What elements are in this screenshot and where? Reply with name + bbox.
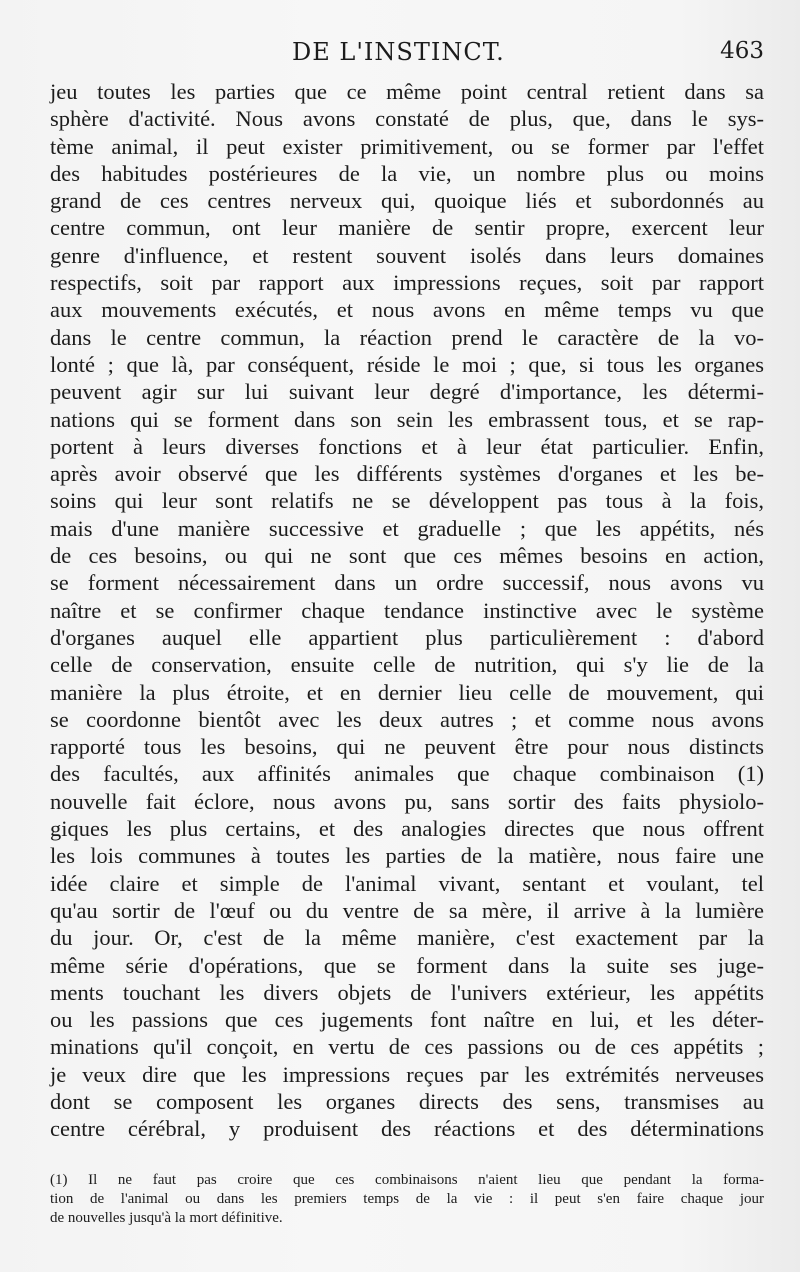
page-header <box>50 34 764 78</box>
text-line: sphère d'activité. Nous avons constaté de plus, que, dans le sys- <box>50 106 764 132</box>
text-line: se forment nécessairement dans un ordre successif, nous avons vu <box>50 570 764 596</box>
text-line: rapporté tous les besoins, qui ne peuvent être pour nous distincts <box>50 734 764 760</box>
footnote-line: de nouvelles jusqu'à la mort définitive. <box>50 1209 283 1226</box>
text-line: manière la plus étroite, et en dernier lieu celle de mouvement, qui <box>50 679 764 705</box>
text-line: du jour. Or, c'est de la même manière, c'est exactement par la <box>50 925 764 951</box>
text-line: giques les plus certains, et des analogies directes que nous offrent <box>50 816 764 842</box>
text-line: jeu toutes les parties que ce même point central retient dans sa <box>50 79 764 104</box>
text-line: qu'au sortir de l'œuf ou du ventre de sa mère, il arrive à la lumière <box>50 897 764 923</box>
text-line: ou les passions que ces jugements font naître en lui, et les déter- <box>50 1007 764 1033</box>
footnote <box>50 1171 764 1228</box>
footnote-line: (1) Il ne faut pas croire que ces combinaisons n'aient lieu que pendant la forma- <box>50 1171 764 1188</box>
text-line: de ces besoins, ou qui ne sont que ces mêmes besoins en action, <box>50 543 764 569</box>
text-line: d'organes auquel elle appartient plus particulièrement : d'abord <box>50 624 764 650</box>
text-line: respectifs, soit par rapport aux impressions reçues, soit par rapport <box>50 270 764 296</box>
text-line: les lois communes à toutes les parties de la matière, nous faire une <box>50 843 764 869</box>
text-line: celle de conservation, ensuite celle de nutrition, qui s'y lie de la <box>50 652 764 678</box>
text-line: lonté ; que là, par conséquent, réside le moi ; que, si tous les organes <box>50 351 764 377</box>
text-line: nations qui se forment dans son sein les embrassent tous, et se rap- <box>50 406 764 432</box>
text-line: dans le centre commun, la réaction prend le caractère de la vo- <box>50 324 764 350</box>
text-line: je veux dire que les impressions reçues par les extrémités nerveuses <box>50 1061 764 1087</box>
body-text <box>50 78 764 1143</box>
running-head: DE L'INSTINCT. <box>292 38 505 66</box>
text-line: tème animal, il peut exister primitivement, ou se former par l'effet <box>50 133 764 159</box>
text-line: aux mouvements exécutés, et nous avons en même temps vu que <box>50 297 764 323</box>
text-line: mais d'une manière successive et graduelle ; que les appétits, nés <box>50 515 764 541</box>
text-line: même série d'opérations, que se forment dans la suite ses juge- <box>50 952 764 978</box>
footnote-line: tion de l'animal ou dans les premiers temps de la vie : il peut s'en faire chaque jour <box>50 1190 764 1207</box>
text-line: nouvelle fait éclore, nous avons pu, sans sortir des faits physiolo- <box>50 788 764 814</box>
text-line: se coordonne bientôt avec les deux autres ; et comme nous avons <box>50 706 764 732</box>
text-line: des habitudes postérieures de la vie, un nombre plus ou moins <box>50 160 764 186</box>
text-line: centre commun, ont leur manière de sentir propre, exercent leur <box>50 215 764 241</box>
text-line: dont se composent les organes directs des sens, transmises au <box>50 1088 764 1114</box>
text-line: soins qui leur sont relatifs ne se développent pas tous à la fois, <box>50 488 764 514</box>
text-line: ments touchant les divers objets de l'univers extérieur, les appétits <box>50 979 764 1005</box>
text-line: centre cérébral, y produisent des réactions et des déterminations <box>50 1116 764 1142</box>
text-line: minations qu'il conçoit, en vertu de ces passions ou de ces appétits ; <box>50 1034 764 1060</box>
text-line: genre d'influence, et restent souvent isolés dans leurs domaines <box>50 242 764 268</box>
text-line: portent à leurs diverses fonctions et à leur état particulier. Enfin, <box>50 433 764 459</box>
page-number: 463 <box>720 38 764 64</box>
text-line: idée claire et simple de l'animal vivant, sentant et voulant, tel <box>50 870 764 896</box>
text-line: grand de ces centres nerveux qui, quoique liés et subordonnés au <box>50 188 764 214</box>
text-line: des facultés, aux affinités animales que chaque combinaison (1) <box>50 761 764 787</box>
text-line: après avoir observé que les différents systèmes d'organes et les be- <box>50 461 764 487</box>
text-line: peuvent agir sur lui suivant leur degré d'importance, les détermi- <box>50 379 764 405</box>
text-line: naître et se confirmer chaque tendance instinctive avec le système <box>50 597 764 623</box>
